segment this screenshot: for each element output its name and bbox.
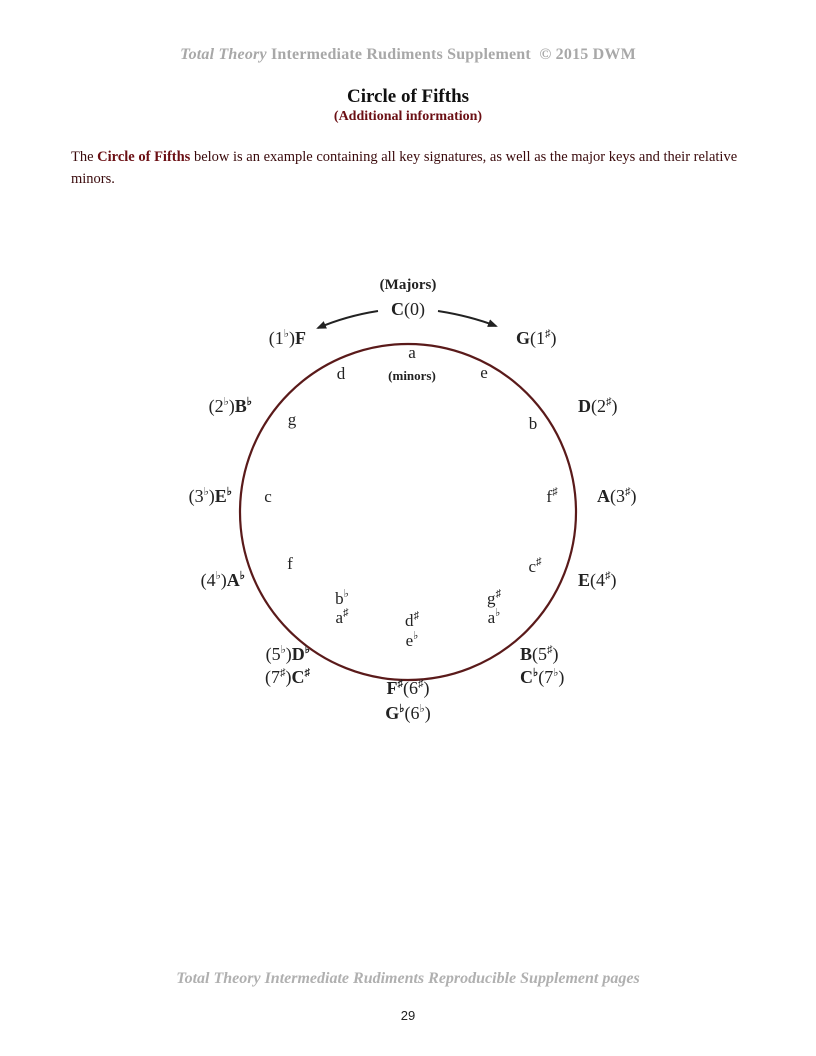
major-a: A(3♯)	[597, 486, 637, 506]
minor-g-sharp: g♯	[487, 588, 501, 608]
minor-d-sharp: d♯	[405, 610, 419, 630]
minor-g: g	[287, 410, 297, 429]
running-footer: Total Theory Intermediate Rudiments Reproducible Supplement pages	[176, 970, 640, 987]
intro-after: below is an example containing all key signatures, as well as the major keys and their relative minors.	[71, 149, 738, 187]
arrow-left	[318, 311, 378, 328]
major-f-sharp: F♯(6♯)	[386, 678, 430, 698]
majors-heading: (Majors)	[379, 277, 437, 293]
intro-bold: Circle of Fifths	[97, 149, 191, 165]
page-number: 29	[400, 1008, 416, 1023]
minors-heading: (minors)	[388, 368, 436, 383]
major-d-flat: (5♭)D♭	[265, 644, 310, 664]
major-f: (1♭)F	[268, 328, 306, 348]
page-title: Circle of Fifths	[346, 86, 470, 107]
major-c: C(0)	[391, 299, 425, 319]
minor-e-flat: e♭	[405, 630, 419, 650]
minor-c-sharp: c♯	[528, 556, 542, 576]
minor-c: c	[264, 487, 272, 506]
major-g-flat: G♭(6♭)	[385, 703, 431, 723]
major-e-flat: (3♭)E♭	[188, 486, 232, 506]
header-book: Intermediate Rudiments Supplement	[270, 46, 531, 63]
minor-a-flat: a♭	[487, 607, 501, 627]
major-d: D(2♯)	[578, 396, 618, 416]
arrow-right	[438, 311, 496, 326]
intro-before: The	[71, 149, 98, 165]
header-series: Total Theory	[180, 46, 267, 63]
page-subtitle: (Additional information)	[333, 109, 483, 124]
major-c-flat: C♭(7♭)	[520, 667, 565, 687]
major-e: E(4♯)	[578, 570, 617, 590]
intro-paragraph	[71, 146, 751, 190]
minor-b: b	[528, 414, 538, 433]
circle-of-fifths-diagram	[150, 262, 670, 732]
major-b-flat: (2♭)B♭	[208, 396, 252, 416]
minor-f: f	[287, 554, 293, 573]
minor-f-sharp: f♯	[546, 486, 558, 506]
minor-a: a	[408, 343, 416, 362]
running-header	[0, 46, 816, 64]
header-copyright: © 2015 DWM	[539, 46, 636, 63]
major-c-sharp: (7♯)C♯	[265, 667, 310, 687]
major-b: B(5♯)	[520, 644, 559, 664]
major-g: G(1♯)	[516, 328, 557, 348]
minor-b-flat: b♭	[335, 588, 349, 608]
major-a-flat: (4♭)A♭	[200, 570, 245, 590]
minor-d: d	[336, 364, 346, 383]
minor-a-sharp: a♯	[335, 607, 349, 627]
minor-e: e	[480, 363, 488, 382]
